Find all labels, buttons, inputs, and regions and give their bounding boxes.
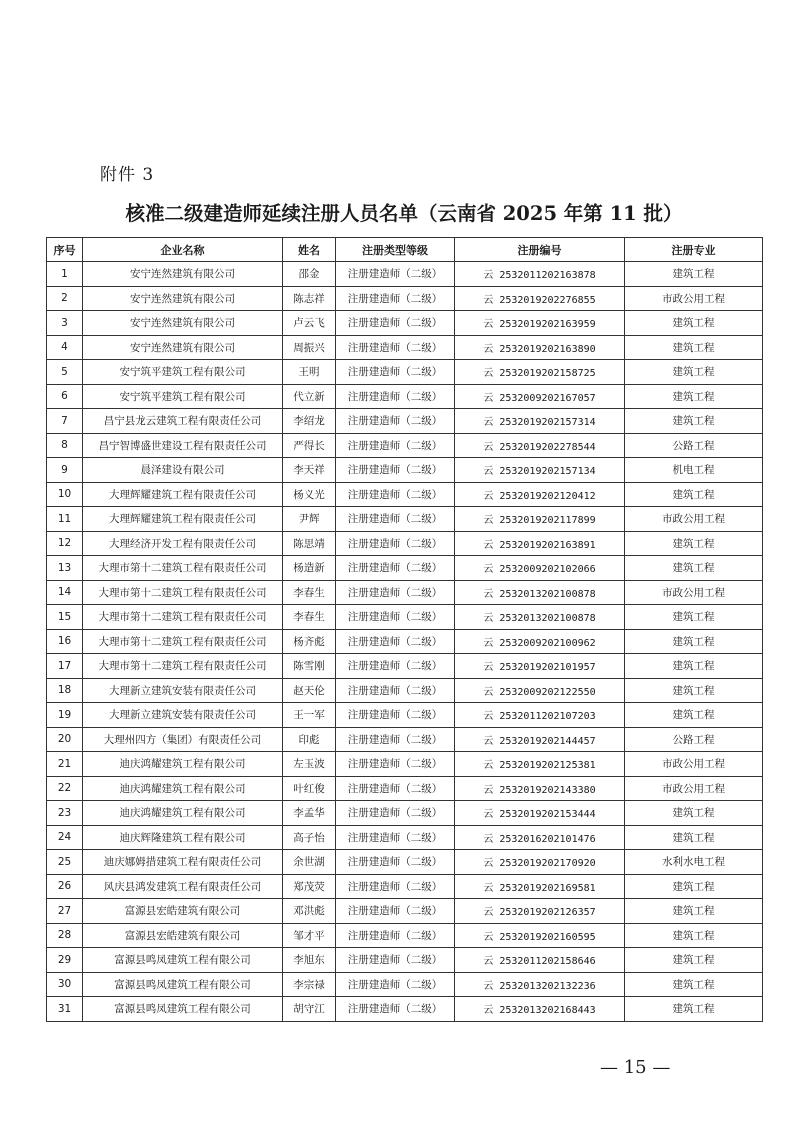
cell-registration-number: 云 2532019202157314 [455, 409, 625, 434]
cell-company: 晨泽建设有限公司 [83, 458, 283, 483]
cell-registration-type: 注册建造师（二级） [336, 507, 455, 532]
cell-registration-type: 注册建造师（二级） [336, 433, 455, 458]
cell-index: 8 [47, 433, 83, 458]
table-header-row [47, 238, 763, 262]
attachment-label: 附件 3 [100, 165, 155, 185]
cell-company: 富源县鸣凤建筑工程有限公司 [83, 972, 283, 997]
cell-registration-number: 云 2532019202125381 [455, 752, 625, 777]
cell-specialty: 建筑工程 [625, 703, 763, 728]
cell-registration-type: 注册建造师（二级） [336, 752, 455, 777]
cell-registration-type: 注册建造师（二级） [336, 825, 455, 850]
table-row [47, 507, 763, 532]
header-index: 序号 [47, 238, 83, 262]
cell-registration-type: 注册建造师（二级） [336, 923, 455, 948]
cell-company: 迪庆娜姆措建筑工程有限责任公司 [83, 850, 283, 875]
cell-name: 李春生 [283, 580, 336, 605]
cell-name: 李春生 [283, 605, 336, 630]
cell-index: 15 [47, 605, 83, 630]
cell-company: 安宁筑平建筑工程有限公司 [83, 360, 283, 385]
cell-index: 3 [47, 311, 83, 336]
cell-name: 卢云飞 [283, 311, 336, 336]
cell-specialty: 建筑工程 [625, 899, 763, 924]
cell-name: 李绍龙 [283, 409, 336, 434]
cell-index: 24 [47, 825, 83, 850]
cell-name: 李天祥 [283, 458, 336, 483]
cell-company: 富源县宏皓建筑有限公司 [83, 923, 283, 948]
table-row [47, 335, 763, 360]
cell-name: 邹才平 [283, 923, 336, 948]
cell-company: 大理辉耀建筑工程有限责任公司 [83, 482, 283, 507]
cell-registration-number: 云 2532009202100962 [455, 629, 625, 654]
cell-name: 陈雪刚 [283, 654, 336, 679]
cell-index: 14 [47, 580, 83, 605]
cell-registration-type: 注册建造师（二级） [336, 899, 455, 924]
cell-name: 高子怡 [283, 825, 336, 850]
cell-registration-number: 云 2532019202158725 [455, 360, 625, 385]
cell-name: 胡守江 [283, 997, 336, 1022]
cell-registration-number: 云 2532009202167057 [455, 384, 625, 409]
cell-company: 迪庆鸿耀建筑工程有限公司 [83, 776, 283, 801]
table-row [47, 458, 763, 483]
cell-specialty: 建筑工程 [625, 482, 763, 507]
cell-registration-type: 注册建造师（二级） [336, 605, 455, 630]
cell-company: 大理市第十二建筑工程有限责任公司 [83, 556, 283, 581]
cell-registration-type: 注册建造师（二级） [336, 727, 455, 752]
cell-index: 20 [47, 727, 83, 752]
cell-name: 杨造新 [283, 556, 336, 581]
cell-registration-type: 注册建造师（二级） [336, 335, 455, 360]
cell-name: 王明 [283, 360, 336, 385]
table-row [47, 286, 763, 311]
cell-index: 22 [47, 776, 83, 801]
cell-registration-type: 注册建造师（二级） [336, 384, 455, 409]
cell-specialty: 公路工程 [625, 727, 763, 752]
registration-table [46, 237, 763, 1022]
cell-registration-number: 云 2532009202122550 [455, 678, 625, 703]
page-number: — 15 — [600, 1057, 671, 1078]
table-row [47, 997, 763, 1022]
table-row [47, 360, 763, 385]
cell-registration-number: 云 2532016202101476 [455, 825, 625, 850]
cell-registration-number: 云 2532013202100878 [455, 605, 625, 630]
cell-name: 尹辉 [283, 507, 336, 532]
cell-index: 19 [47, 703, 83, 728]
table-row [47, 409, 763, 434]
table-row [47, 923, 763, 948]
cell-company: 迪庆鸿耀建筑工程有限公司 [83, 801, 283, 826]
cell-name: 邵金 [283, 262, 336, 287]
cell-company: 安宁连然建筑有限公司 [83, 286, 283, 311]
cell-registration-type: 注册建造师（二级） [336, 997, 455, 1022]
cell-registration-number: 云 2532019202117899 [455, 507, 625, 532]
cell-specialty: 建筑工程 [625, 874, 763, 899]
table-row [47, 948, 763, 973]
cell-specialty: 建筑工程 [625, 605, 763, 630]
cell-registration-number: 云 2532019202120412 [455, 482, 625, 507]
cell-specialty: 建筑工程 [625, 262, 763, 287]
cell-index: 5 [47, 360, 83, 385]
cell-name: 邓洪彪 [283, 899, 336, 924]
cell-company: 富源县宏皓建筑有限公司 [83, 899, 283, 924]
cell-specialty: 建筑工程 [625, 531, 763, 556]
cell-registration-type: 注册建造师（二级） [336, 311, 455, 336]
table-row [47, 776, 763, 801]
table-row [47, 801, 763, 826]
cell-name: 周振兴 [283, 335, 336, 360]
cell-company: 富源县鸣凤建筑工程有限公司 [83, 997, 283, 1022]
cell-registration-number: 云 2532011202107203 [455, 703, 625, 728]
cell-specialty: 建筑工程 [625, 972, 763, 997]
cell-registration-type: 注册建造师（二级） [336, 654, 455, 679]
cell-registration-type: 注册建造师（二级） [336, 874, 455, 899]
table-row [47, 654, 763, 679]
cell-specialty: 公路工程 [625, 433, 763, 458]
cell-specialty: 市政公用工程 [625, 776, 763, 801]
cell-company: 大理辉耀建筑工程有限责任公司 [83, 507, 283, 532]
cell-index: 11 [47, 507, 83, 532]
table-row [47, 580, 763, 605]
cell-registration-number: 云 2532019202169581 [455, 874, 625, 899]
cell-specialty: 建筑工程 [625, 678, 763, 703]
cell-registration-type: 注册建造师（二级） [336, 286, 455, 311]
cell-registration-type: 注册建造师（二级） [336, 482, 455, 507]
cell-company: 安宁连然建筑有限公司 [83, 262, 283, 287]
table-row [47, 752, 763, 777]
cell-name: 李孟华 [283, 801, 336, 826]
cell-name: 印彪 [283, 727, 336, 752]
cell-index: 6 [47, 384, 83, 409]
cell-specialty: 建筑工程 [625, 948, 763, 973]
cell-registration-number: 云 2532019202126357 [455, 899, 625, 924]
cell-name: 左玉波 [283, 752, 336, 777]
cell-specialty: 建筑工程 [625, 360, 763, 385]
cell-specialty: 市政公用工程 [625, 580, 763, 605]
cell-index: 21 [47, 752, 83, 777]
cell-registration-type: 注册建造师（二级） [336, 409, 455, 434]
table-row [47, 850, 763, 875]
cell-index: 29 [47, 948, 83, 973]
cell-name: 杨义光 [283, 482, 336, 507]
header-company: 企业名称 [83, 238, 283, 262]
cell-registration-number: 云 2532011202163878 [455, 262, 625, 287]
cell-name: 李旭东 [283, 948, 336, 973]
cell-specialty: 建筑工程 [625, 629, 763, 654]
cell-registration-number: 云 2532019202163890 [455, 335, 625, 360]
cell-company: 大理市第十二建筑工程有限责任公司 [83, 605, 283, 630]
cell-company: 风庆县鸿发建筑工程有限责任公司 [83, 874, 283, 899]
cell-specialty: 建筑工程 [625, 556, 763, 581]
table-row [47, 531, 763, 556]
cell-name: 陈志祥 [283, 286, 336, 311]
cell-company: 昌宁智博盛世建设工程有限责任公司 [83, 433, 283, 458]
cell-company: 迪庆鸿耀建筑工程有限公司 [83, 752, 283, 777]
table-row [47, 556, 763, 581]
cell-registration-type: 注册建造师（二级） [336, 948, 455, 973]
cell-registration-number: 云 2532019202143380 [455, 776, 625, 801]
cell-registration-number: 云 2532019202144457 [455, 727, 625, 752]
document-title: 核准二级建造师延续注册人员名单（云南省 2025 年第 11 批） [125, 202, 683, 225]
cell-company: 大理市第十二建筑工程有限责任公司 [83, 629, 283, 654]
table-row [47, 384, 763, 409]
header-registration-type: 注册类型等级 [336, 238, 455, 262]
table-row [47, 629, 763, 654]
table-row [47, 972, 763, 997]
cell-company: 昌宁县龙云建筑工程有限责任公司 [83, 409, 283, 434]
cell-index: 28 [47, 923, 83, 948]
cell-company: 大理新立建筑安装有限责任公司 [83, 703, 283, 728]
cell-specialty: 建筑工程 [625, 335, 763, 360]
cell-registration-number: 云 2532009202102066 [455, 556, 625, 581]
cell-company: 安宁筑平建筑工程有限公司 [83, 384, 283, 409]
cell-registration-type: 注册建造师（二级） [336, 360, 455, 385]
table-row [47, 727, 763, 752]
cell-registration-number: 云 2532019202163959 [455, 311, 625, 336]
cell-registration-number: 云 2532013202168443 [455, 997, 625, 1022]
cell-name: 代立新 [283, 384, 336, 409]
table-body [47, 262, 763, 1022]
cell-registration-number: 云 2532019202163891 [455, 531, 625, 556]
cell-specialty: 市政公用工程 [625, 286, 763, 311]
cell-name: 郑茂荧 [283, 874, 336, 899]
cell-specialty: 市政公用工程 [625, 752, 763, 777]
cell-registration-type: 注册建造师（二级） [336, 850, 455, 875]
cell-company: 大理经济开发工程有限责任公司 [83, 531, 283, 556]
header-specialty: 注册专业 [625, 238, 763, 262]
cell-specialty: 建筑工程 [625, 923, 763, 948]
table-row [47, 874, 763, 899]
table-row [47, 482, 763, 507]
cell-company: 大理新立建筑安装有限责任公司 [83, 678, 283, 703]
cell-specialty: 建筑工程 [625, 997, 763, 1022]
table-row [47, 433, 763, 458]
header-registration-number: 注册编号 [455, 238, 625, 262]
cell-specialty: 建筑工程 [625, 654, 763, 679]
cell-specialty: 建筑工程 [625, 311, 763, 336]
table-row [47, 678, 763, 703]
table-row [47, 605, 763, 630]
cell-specialty: 建筑工程 [625, 825, 763, 850]
cell-index: 25 [47, 850, 83, 875]
cell-registration-number: 云 2532019202278544 [455, 433, 625, 458]
cell-index: 2 [47, 286, 83, 311]
cell-index: 10 [47, 482, 83, 507]
cell-registration-number: 云 2532013202100878 [455, 580, 625, 605]
cell-company: 大理市第十二建筑工程有限责任公司 [83, 580, 283, 605]
cell-index: 30 [47, 972, 83, 997]
cell-registration-type: 注册建造师（二级） [336, 556, 455, 581]
cell-registration-number: 云 2532019202101957 [455, 654, 625, 679]
cell-specialty: 建筑工程 [625, 801, 763, 826]
cell-registration-type: 注册建造师（二级） [336, 678, 455, 703]
table-row [47, 899, 763, 924]
cell-name: 叶红俊 [283, 776, 336, 801]
cell-name: 杨齐彪 [283, 629, 336, 654]
table-row [47, 262, 763, 287]
cell-specialty: 水利水电工程 [625, 850, 763, 875]
cell-index: 1 [47, 262, 83, 287]
cell-index: 31 [47, 997, 83, 1022]
cell-registration-number: 云 2532011202158646 [455, 948, 625, 973]
cell-company: 安宁连然建筑有限公司 [83, 335, 283, 360]
cell-registration-type: 注册建造师（二级） [336, 580, 455, 605]
cell-company: 富源县鸣凤建筑工程有限公司 [83, 948, 283, 973]
cell-registration-type: 注册建造师（二级） [336, 629, 455, 654]
cell-registration-number: 云 2532019202170920 [455, 850, 625, 875]
cell-registration-type: 注册建造师（二级） [336, 458, 455, 483]
cell-registration-type: 注册建造师（二级） [336, 972, 455, 997]
cell-registration-number: 云 2532019202276855 [455, 286, 625, 311]
table-row [47, 703, 763, 728]
cell-registration-type: 注册建造师（二级） [336, 531, 455, 556]
header-name: 姓名 [283, 238, 336, 262]
cell-index: 7 [47, 409, 83, 434]
cell-index: 17 [47, 654, 83, 679]
cell-registration-type: 注册建造师（二级） [336, 703, 455, 728]
cell-index: 18 [47, 678, 83, 703]
cell-registration-number: 云 2532013202132236 [455, 972, 625, 997]
cell-index: 4 [47, 335, 83, 360]
cell-index: 12 [47, 531, 83, 556]
cell-registration-type: 注册建造师（二级） [336, 801, 455, 826]
cell-specialty: 建筑工程 [625, 384, 763, 409]
cell-name: 赵天伦 [283, 678, 336, 703]
cell-index: 16 [47, 629, 83, 654]
cell-name: 严得长 [283, 433, 336, 458]
table-row [47, 825, 763, 850]
cell-index: 27 [47, 899, 83, 924]
cell-specialty: 市政公用工程 [625, 507, 763, 532]
cell-specialty: 建筑工程 [625, 409, 763, 434]
cell-name: 王一军 [283, 703, 336, 728]
table-row [47, 311, 763, 336]
cell-company: 迪庆辉隆建筑工程有限公司 [83, 825, 283, 850]
cell-index: 26 [47, 874, 83, 899]
cell-index: 9 [47, 458, 83, 483]
cell-registration-number: 云 2532019202153444 [455, 801, 625, 826]
cell-name: 李宗禄 [283, 972, 336, 997]
cell-specialty: 机电工程 [625, 458, 763, 483]
cell-registration-number: 云 2532019202160595 [455, 923, 625, 948]
cell-company: 安宁连然建筑有限公司 [83, 311, 283, 336]
cell-index: 13 [47, 556, 83, 581]
cell-company: 大理州四方（集团）有限责任公司 [83, 727, 283, 752]
cell-registration-type: 注册建造师（二级） [336, 776, 455, 801]
cell-name: 余世湖 [283, 850, 336, 875]
cell-index: 23 [47, 801, 83, 826]
cell-name: 陈思靖 [283, 531, 336, 556]
cell-company: 大理市第十二建筑工程有限责任公司 [83, 654, 283, 679]
cell-registration-number: 云 2532019202157134 [455, 458, 625, 483]
cell-registration-type: 注册建造师（二级） [336, 262, 455, 287]
